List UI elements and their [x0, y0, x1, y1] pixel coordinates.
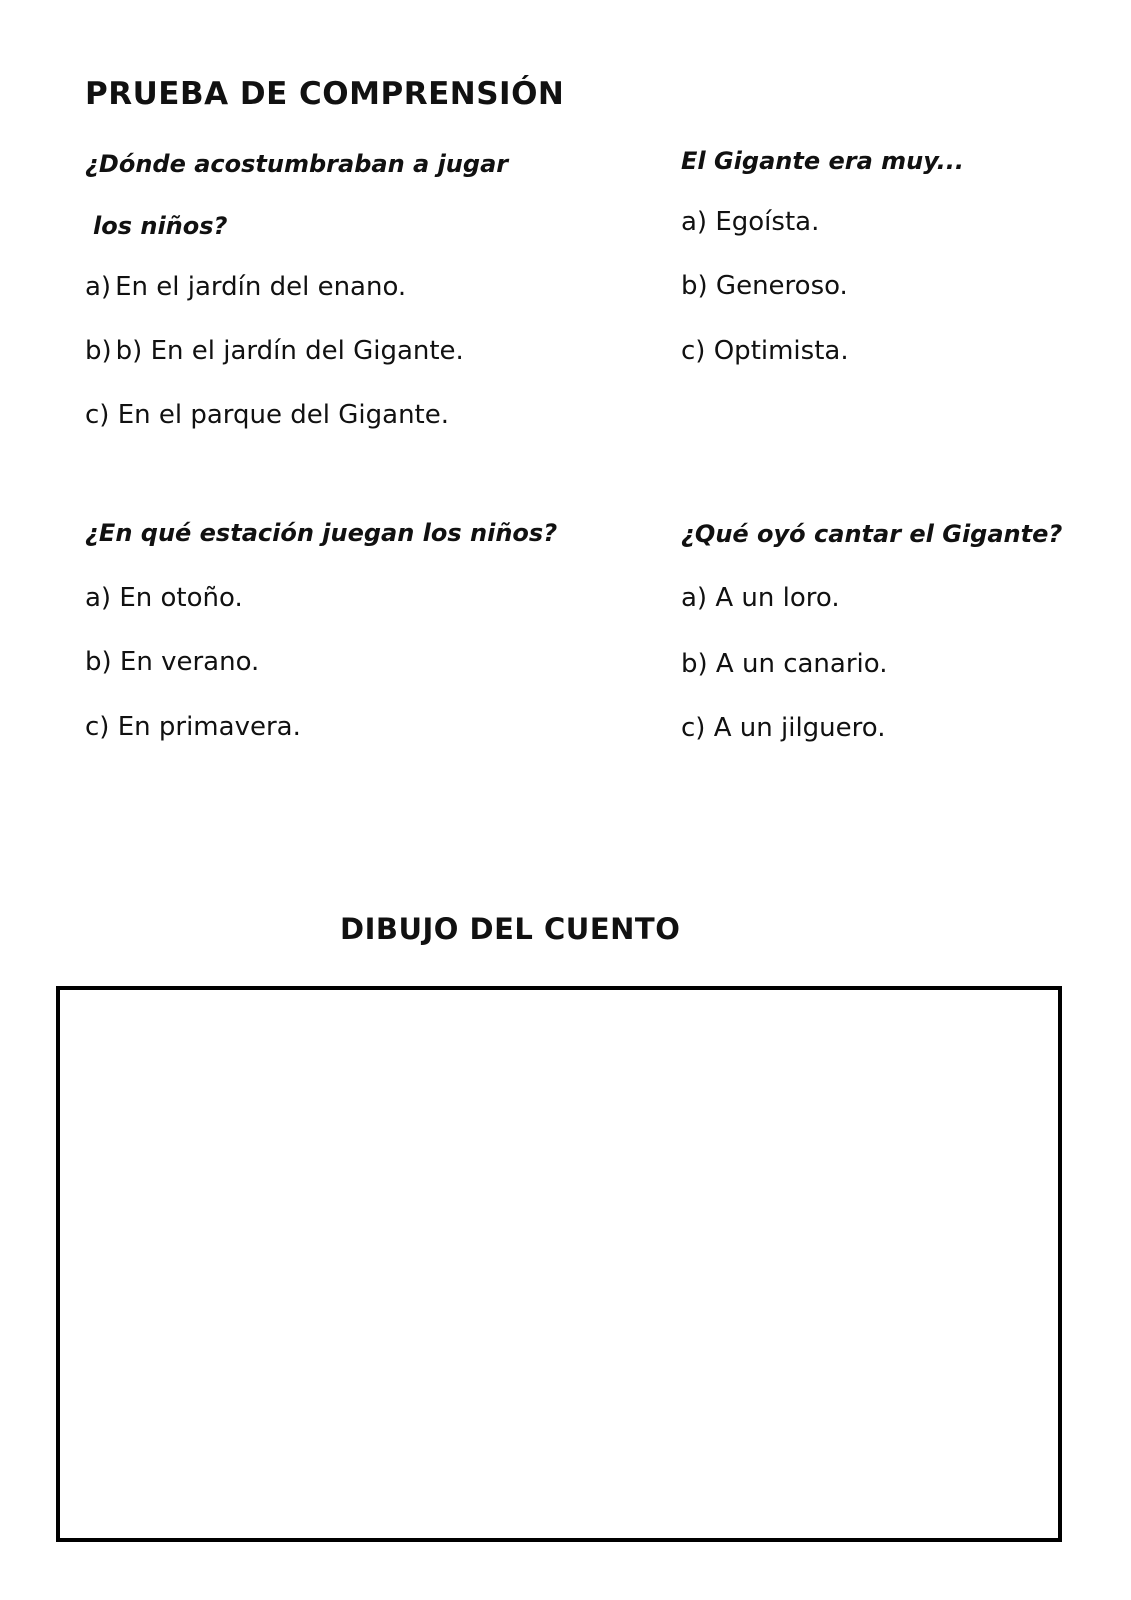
option-letter: c) [85, 712, 110, 742]
option-text: Optimista. [713, 336, 849, 366]
question-2-option-c [681, 336, 849, 366]
option-letter: c) [681, 713, 706, 743]
option-letter: a) [681, 207, 708, 237]
option-text: A un jilguero. [713, 713, 886, 743]
option-letter: b) [681, 271, 708, 301]
option-text: En primavera. [117, 712, 301, 742]
question-2-option-a [681, 207, 819, 237]
question-2: El Gigante era muy... [681, 147, 965, 175]
question-1-line-2: los niños? [93, 212, 228, 240]
question-4: ¿Qué oyó cantar el Gigante? [681, 520, 1063, 548]
drawing-section-title: DIBUJO DEL CUENTO [340, 912, 681, 946]
question-4-option-a [681, 583, 840, 613]
question-1-option-c [85, 400, 449, 430]
option-text: En el parque del Gigante. [117, 400, 450, 430]
option-letter: a) [85, 272, 112, 302]
option-letter: a) [681, 583, 708, 613]
question-3-option-b [85, 647, 259, 677]
option-text: En el jardín del enano. [115, 272, 407, 302]
question-4-option-c [681, 713, 885, 743]
option-text: Egoísta. [715, 207, 820, 237]
option-text: Generoso. [715, 271, 848, 301]
question-2-option-b [681, 271, 848, 301]
question-3: ¿En qué estación juegan los niños? [85, 519, 558, 547]
option-text: En verano. [119, 647, 260, 677]
question-1-line-1: ¿Dónde acostumbraban a jugar [85, 150, 509, 178]
option-text: A un loro. [715, 583, 840, 613]
option-text: b) En el jardín del Gigante. [115, 336, 464, 366]
option-text: En otoño. [119, 583, 243, 613]
question-3-option-c [85, 712, 301, 742]
page-title: PRUEBA DE COMPRENSIÓN [85, 76, 565, 112]
drawing-area[interactable] [56, 986, 1062, 1542]
question-4-option-b [681, 649, 887, 679]
option-letter: b) [85, 647, 112, 677]
option-letter: c) [85, 400, 110, 430]
option-letter: c) [681, 336, 706, 366]
option-letter: b) [85, 336, 112, 366]
option-letter: b) [681, 649, 708, 679]
question-1-option-b [85, 336, 464, 366]
question-1-option-a [85, 272, 406, 302]
question-3-option-a [85, 583, 243, 613]
option-text: A un canario. [715, 649, 888, 679]
option-letter: a) [85, 583, 112, 613]
